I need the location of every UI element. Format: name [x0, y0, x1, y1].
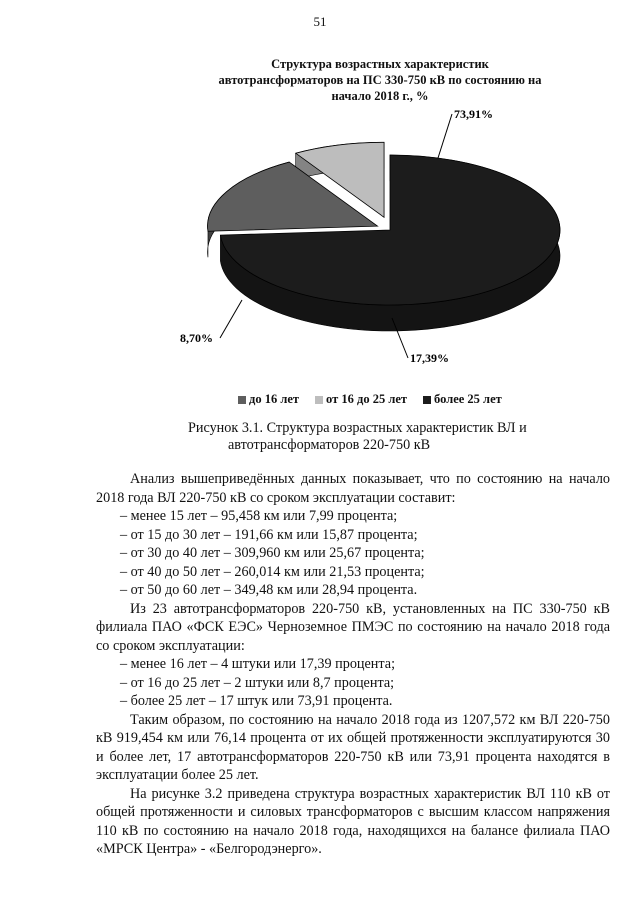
legend-label: более 25 лет — [434, 392, 502, 406]
chart-legend — [238, 392, 502, 407]
chart-title-line: Структура возрастных характеристик — [271, 57, 489, 71]
legend-label: до 16 лет — [249, 392, 300, 406]
legend-swatch — [238, 396, 246, 404]
chart-title-line: автотрансформаторов на ПС 330-750 кВ по состоянию на — [218, 73, 542, 87]
paragraph: Таким образом, по состоянию на начало 2018 года из 1207,572 км ВЛ 220-750 кВ 919,454 км или 76,14 процента от их общей протяженности эксплуатируются 30 и более лет, 17 автотрансформаторов 220-750 кВ или 73,91 процента находятся в эксплуатации более 25 лет. — [96, 711, 610, 783]
list-item: – менее 16 лет – 4 штуки или 17,39 процента; — [120, 656, 396, 672]
caption-line: автотрансформаторов 220-750 кВ — [228, 437, 431, 453]
chart-title-line: начало 2018 г., % — [331, 89, 429, 103]
body-text — [96, 470, 610, 859]
leader-line — [220, 300, 242, 338]
list-item: – более 25 лет – 17 штук или 73,91 процента. — [120, 693, 393, 709]
leader-line — [438, 114, 452, 158]
legend-label: от 16 до 25 лет — [326, 392, 408, 406]
legend-item — [315, 392, 407, 407]
legend-swatch — [315, 396, 323, 404]
chart-title — [200, 56, 560, 104]
list-item: – менее 15 лет – 95,458 км или 7,99 процента; — [120, 508, 398, 524]
list-item: – от 50 до 60 лет – 349,48 км или 28,94 процента. — [120, 582, 418, 598]
data-label: 17,39% — [410, 351, 449, 365]
legend-item — [238, 392, 299, 407]
pie-chart — [170, 100, 610, 390]
paragraph: Из 23 автотрансформаторов 220-750 кВ, установленных на ПС 330-750 кВ филиала ПАО «ФСК ЕЭС» Черноземное ПМЭС по состоянию на начало 2018 года со сроком эксплуатации: — [96, 600, 610, 654]
list-item: – от 30 до 40 лет – 309,960 км или 25,67 процента; — [120, 545, 425, 561]
page-number: 51 — [313, 14, 327, 29]
legend-swatch — [423, 396, 431, 404]
figure-caption — [188, 420, 568, 454]
paragraph: На рисунке 3.2 приведена структура возрастных характеристик ВЛ 110 кВ от общей протяженности и силовых трансформаторов с высшим классом напряжения 110 кВ по состоянию на начало 2018 года, находящихся на балансе филиала ПАО «МРСК Центра» - «Белгородэнерго». — [96, 785, 610, 857]
caption-line: Рисунок 3.1. Структура возрастных характеристик ВЛ и — [188, 420, 527, 436]
legend-item — [423, 392, 502, 407]
list-item: – от 16 до 25 лет – 2 штуки или 8,7 процента; — [120, 674, 395, 691]
list-item: – от 40 до 50 лет – 260,014 км или 21,53 процента; — [120, 563, 425, 580]
data-label: 8,70% — [180, 331, 213, 345]
data-label: 73,91% — [454, 107, 493, 121]
paragraph: Анализ вышеприведённых данных показывает, что по состоянию на начало 2018 года ВЛ 220-750 кВ со сроком эксплуатации составит: — [96, 471, 610, 506]
list-item: – от 15 до 30 лет – 191,66 км или 15,87 процента; — [120, 526, 418, 543]
